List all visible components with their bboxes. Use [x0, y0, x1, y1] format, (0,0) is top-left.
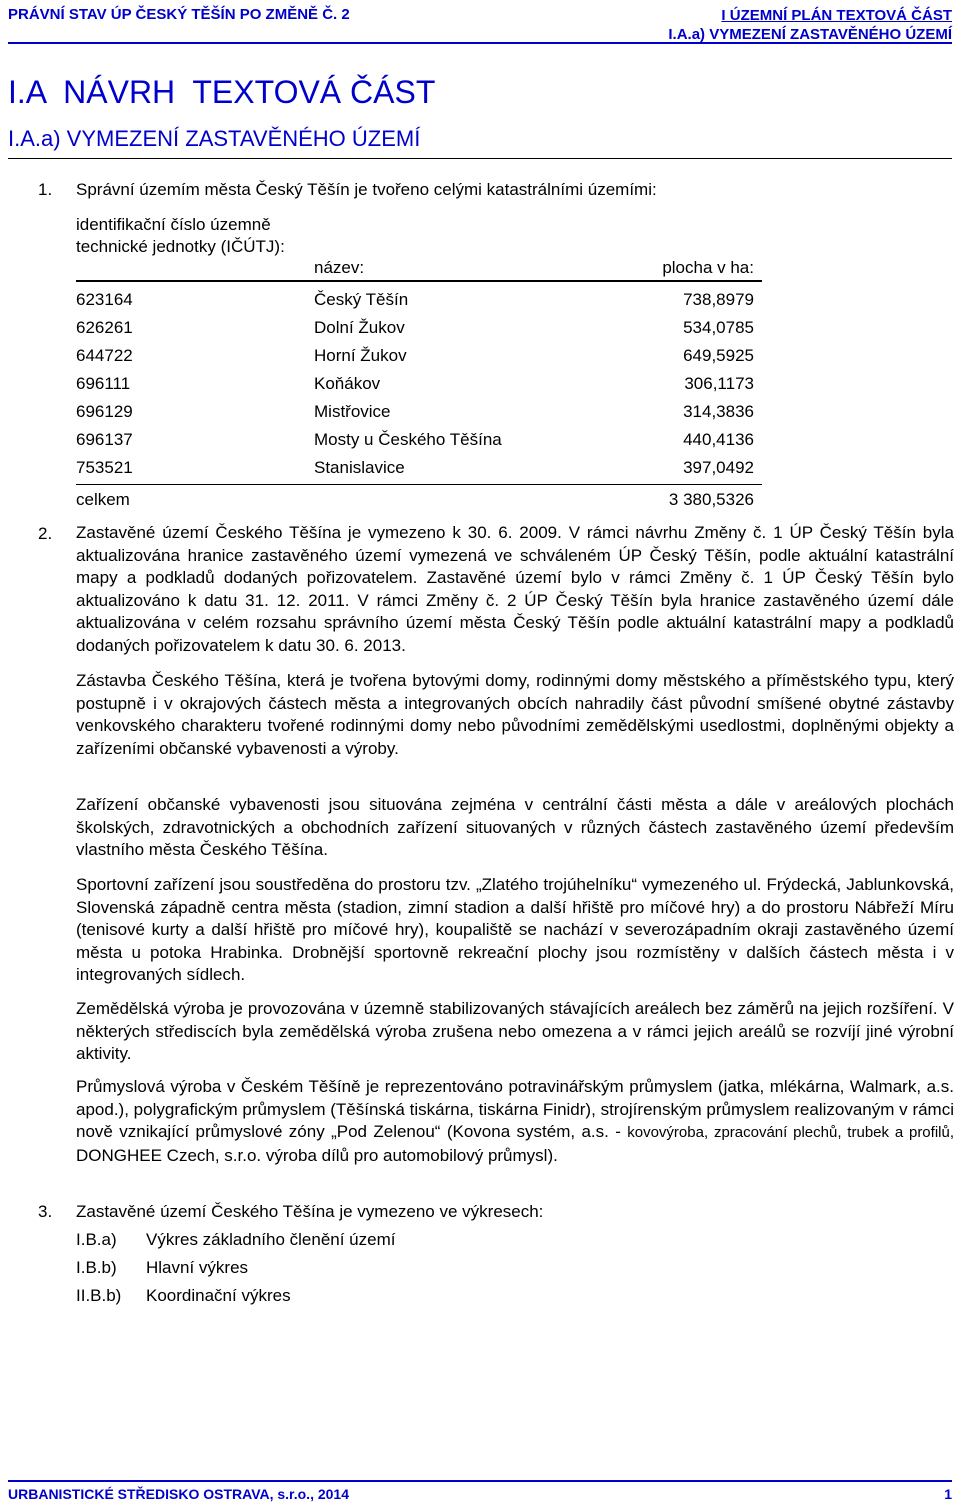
- cell-area: 397,0492: [683, 458, 754, 477]
- footer-rule: [8, 1480, 952, 1482]
- table-row: [76, 374, 762, 402]
- table-header-area: plocha v ha:: [662, 258, 754, 277]
- cell-area: 306,1173: [684, 374, 754, 393]
- cadastral-table: [76, 214, 762, 514]
- total-label: celkem: [76, 490, 130, 509]
- p6-part-c: DONGHEE Czech, s.r.o. výroba dílů pro automobilový průmysl).: [76, 1145, 558, 1165]
- item2-paragraph-1: Zastavěné území Českého Těšína je vymezeno k 30. 6. 2009. V rámci návrhu Změny č. 1 ÚP Český Těšín byla aktualizována hranice zastavěného území vymezená ve schváleném ÚP Český Těšín, podle aktuální katastrální mapy a podkladů dodaných pořizovatelem. Zastavěné území bylo v rámci Změny č. 1 ÚP Český Těšín bylo aktualizováno k datu 31. 12. 2011. V rámci Změny č. 2 ÚP Český Těšín byla hranice zastavěného území dále aktualizována v celém rozsahu správního území města Český Těšín podle aktuální katastrální mapy a podkladů dodaných pořizovatelem k datu 30. 6. 2013.: [76, 523, 954, 655]
- cell-name: Český Těšín: [314, 290, 409, 309]
- item3-text: Zastavěné území Českého Těšína je vymezeno ve výkresech:: [76, 1202, 544, 1221]
- cell-name: Mosty u Českého Těšína: [314, 430, 502, 449]
- page-title: I.A NÁVRH TEXTOVÁ ČÁST: [8, 74, 436, 110]
- drawing-code: II.B.b): [76, 1286, 122, 1305]
- item2-paragraph-4: Sportovní zařízení jsou soustředěna do prostoru tzv. „Zlatého trojúhelníku“ vymezeného ul. Frýdecká, Jablunkovská, Slovenská západně centra města (stadion, zimní stadion a další hřiště pro míčové hry) a do prostoru Nábřeží Míru (tenisové kurty a další hřiště pro míčové hry), koupaliště se nachází v severozápadním okraji zastavěného území města u potoka Hrabinka. Drobnější sportovně rekreační plochy jsou rozmístěny v dalších částech města i v integrovaných sídlech.: [76, 875, 954, 985]
- drawing-name: Hlavní výkres: [146, 1258, 249, 1277]
- table-header-rule: [76, 280, 762, 282]
- cell-id: 696129: [76, 402, 133, 421]
- table-row: [76, 290, 762, 318]
- item3-number: 3.: [38, 1202, 53, 1221]
- table-row: [76, 318, 762, 346]
- drawing-name: Koordinační výkres: [146, 1286, 291, 1305]
- p6-part-b: kovovýroba, zpracování plechů, trubek a profilů,: [627, 1124, 954, 1142]
- drawing-code: I.B.b): [76, 1258, 117, 1277]
- table-row: [76, 402, 762, 430]
- table-row: [76, 430, 762, 458]
- table-total-row: [76, 490, 762, 518]
- item2-paragraph-5: Zemědělská výroba je provozována v územně stabilizovaných stávajících areálech bez záměrů na jejich rozšíření. V některých střediscích byla zemědělská výroba zrušena nebo omezena a v rámci jejich areálů se rozvíjí jiné výrobní aktivity.: [76, 999, 954, 1064]
- cell-id: 623164: [76, 290, 133, 309]
- total-value: 3 380,5326: [668, 490, 754, 509]
- item2-number: 2.: [38, 524, 53, 543]
- cell-id: 696137: [76, 430, 133, 449]
- p6-part-a: Průmyslová výroba v Českém Těšíně je reprezentováno potravinářským průmyslem (jatka, mlékárna, Walmark, a.s. apod.), polygrafickým průmyslem (Těšínská tiskárna, tiskárna Finidr), strojírenským průmyslem realizovaným v rámci nově vznikající průmyslové zóny „Pod Zelenou“ (Kovona systém, a.s. -: [76, 1077, 954, 1142]
- header-right: [668, 6, 952, 44]
- cell-name: Dolní Žukov: [314, 318, 405, 337]
- drawing-code: I.B.a): [76, 1230, 117, 1249]
- cell-name: Mistřovice: [314, 402, 391, 421]
- header-left-title: PRÁVNÍ STAV ÚP ČESKÝ TĚŠÍN PO ZMĚNĚ Č. 2: [8, 6, 350, 23]
- section-rule: [8, 158, 952, 159]
- drawing-name: Výkres základního členění území: [146, 1230, 396, 1249]
- header-rule: [8, 42, 952, 44]
- page-number: 1: [944, 1486, 952, 1502]
- table-row: [76, 346, 762, 374]
- table-total-rule: [76, 484, 762, 485]
- footer-company: URBANISTICKÉ STŘEDISKO OSTRAVA, s.r.o., 2014: [8, 1486, 349, 1502]
- cell-area: 738,8979: [683, 290, 754, 309]
- table-row: [76, 458, 762, 486]
- table-header-name: název:: [314, 258, 365, 277]
- table-header-id: identifikační číslo územně technické jednotky (IČÚTJ):: [76, 215, 285, 256]
- cell-name: Horní Žukov: [314, 346, 407, 365]
- cell-area: 440,4136: [683, 430, 754, 449]
- item1-number: 1.: [38, 180, 53, 199]
- cell-id: 753521: [76, 458, 133, 477]
- cell-area: 314,3836: [683, 402, 754, 421]
- section-title: I.A.a) VYMEZENÍ ZASTAVĚNÉHO ÚZEMÍ: [8, 126, 421, 151]
- cell-name: Koňákov: [314, 374, 381, 393]
- cell-area: 649,5925: [683, 346, 754, 365]
- cell-name: Stanislavice: [314, 458, 405, 477]
- cell-id: 626261: [76, 318, 133, 337]
- item2-paragraph-2: Zástavba Českého Těšína, která je tvořena bytovými domy, rodinnými domy městského a příměstského typu, který postupně i v okrajových částech města a integrovaných obcích nahradily část původní smíšené obytné zástavby venkovského charakteru tvořené rodinnými domy nebo původními zemědělskými usedlostmi, doplněnými objekty a zařízeními občanské vybavenosti a výroby.: [76, 671, 954, 758]
- cell-area: 534,0785: [683, 318, 754, 337]
- header-right-line1: I ÚZEMNÍ PLÁN TEXTOVÁ ČÁST: [721, 7, 952, 24]
- cell-id: 644722: [76, 346, 133, 365]
- item1-text: Správní územím města Český Těšín je tvořeno celými katastrálními územími:: [76, 180, 657, 199]
- header-right-line2: I.A.a) VYMEZENÍ ZASTAVĚNÉHO ÚZEMÍ: [668, 26, 952, 43]
- item2-paragraph-3: Zařízení občanské vybavenosti jsou situována zejména v centrální části města a dále v areálových plochách školských, zdravotnických a obchodních zařízení situovaných v různých částech zastavěného území především vlastního města Českého Těšína.: [76, 795, 954, 860]
- item2-paragraph-6: [76, 1076, 954, 1167]
- cell-id: 696111: [76, 374, 131, 393]
